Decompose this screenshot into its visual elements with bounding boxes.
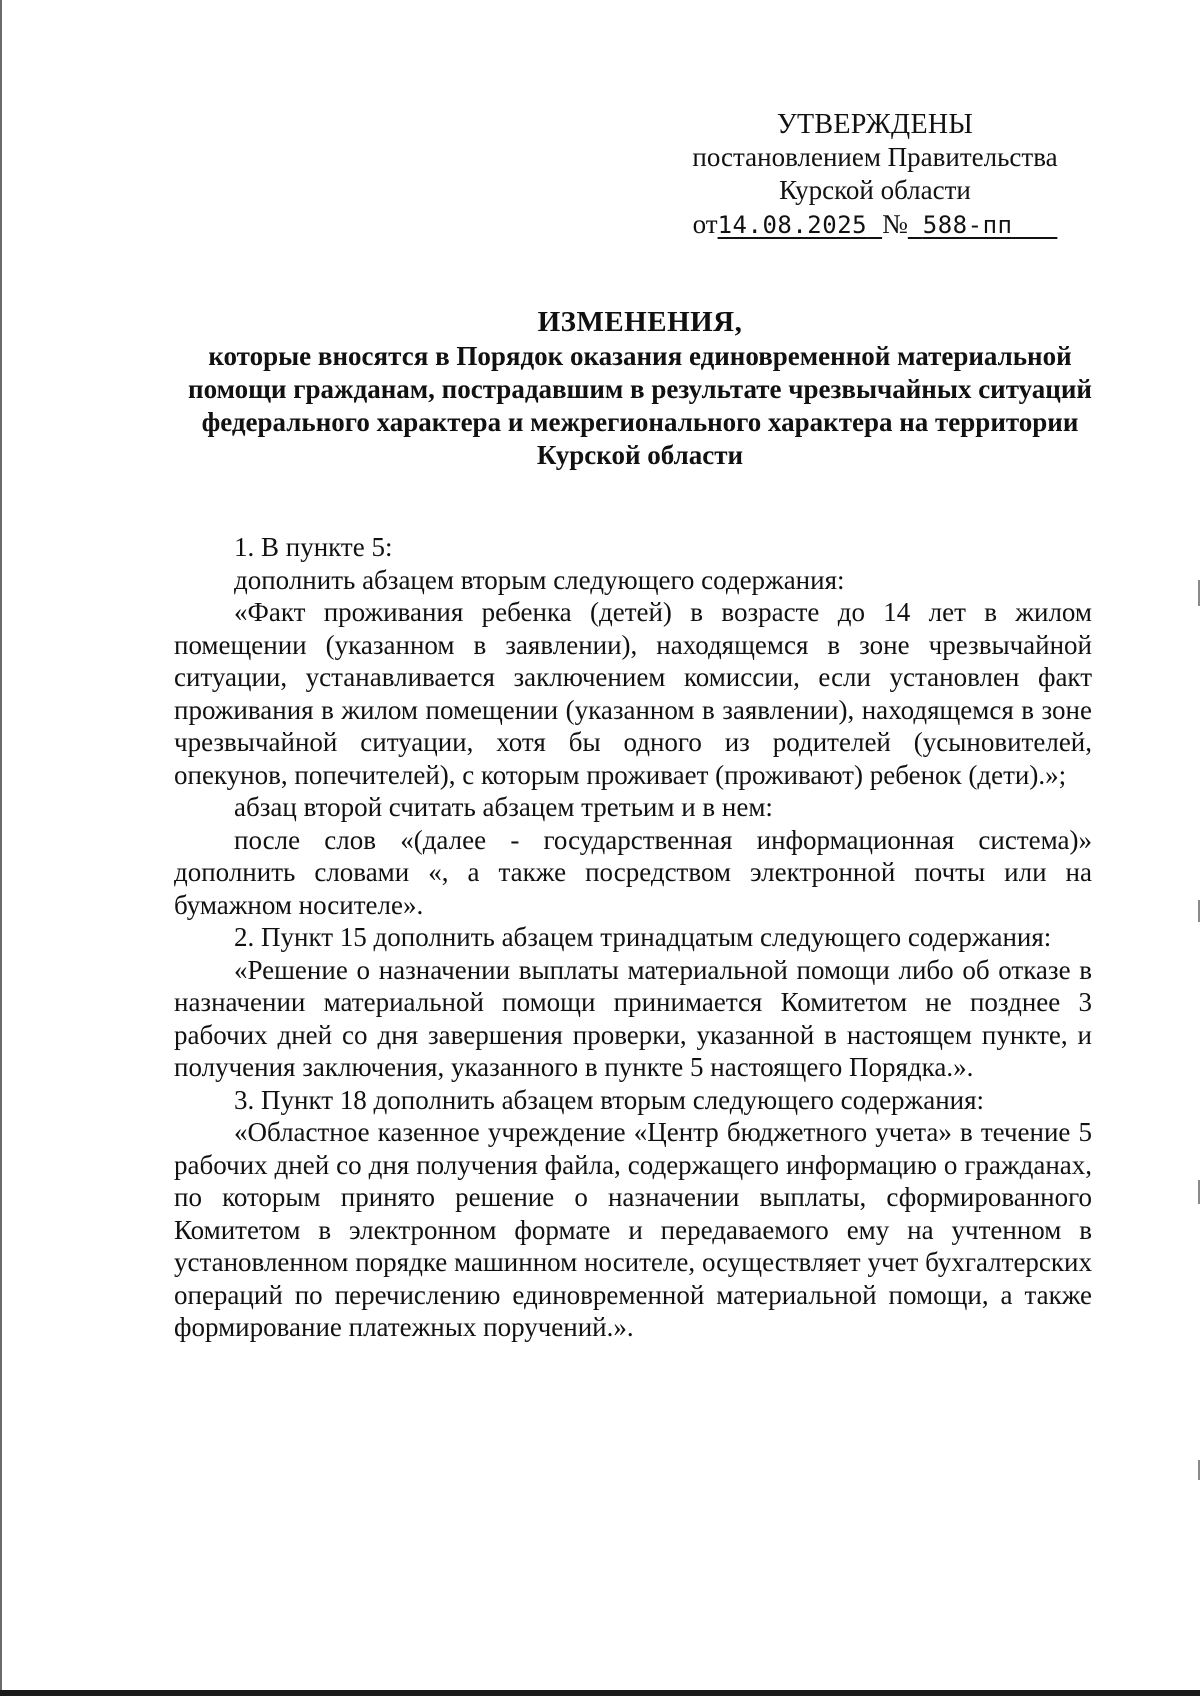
paragraph: дополнить абзацем вторым следующего содержания: — [234, 564, 845, 595]
approval-line-2: Курской области — [779, 175, 971, 205]
approval-block — [640, 108, 1110, 242]
scan-edge-left — [0, 0, 2, 1696]
paragraph: 3. Пункт 18 дополнить абзацем вторым следующего содержания: — [234, 1084, 985, 1115]
number-prefix: № — [882, 209, 908, 239]
approval-date-line — [640, 208, 1110, 242]
heading-subtitle: которые вносятся в Порядок оказания единовременной материальной помощи гражданам, пострадавшим в результате чрезвычайных ситуаций федерального характера и межрегионального характера на территории Курской области — [188, 341, 1092, 470]
scan-edge-bottom — [0, 1690, 1200, 1696]
approval-date: 14.08.2025 — [717, 211, 868, 239]
approval-line-1: постановлением Правительства — [692, 142, 1058, 172]
date-prefix: от — [692, 209, 718, 239]
paragraph: 1. В пункте 5: — [234, 532, 393, 562]
paragraph: абзац второй считать абзацем третьим и в нем: — [234, 792, 773, 822]
paragraph: после слов «(далее - государственная информационная система)» дополнить словами «, а также посредством электронной почты или на бумажном носителе». — [174, 824, 1092, 920]
paragraph: 2. Пункт 15 дополнить абзацем тринадцатым следующего содержания: — [234, 922, 1052, 952]
approval-title: УТВЕРЖДЕНЫ — [776, 109, 974, 140]
heading-title: ИЗМЕНЕНИЯ, — [537, 306, 743, 338]
paragraph: «Факт проживания ребенка (детей) в возрасте до 14 лет в жилом помещении (указанном в заявлении), находящемся в зоне чрезвычайной ситуации, устанавливается заключением комиссии, если установлен факт проживания в жилом помещении (указанном в заявлении), находящемся в зоне чрезвычайной ситуации, хотя бы одного из родителей (усыновителей, опекунов, попечителей), с которым проживает (проживают) ребенок (дети).»; — [174, 597, 1092, 790]
approval-number: 588-пп — [922, 211, 1013, 239]
paragraph: «Решение о назначении выплаты материальной помощи либо об отказе в назначении материальной помощи принимается Комитетом не позднее 3 рабочих дней со дня завершения проверки, указанной в настоящем пункте, и получения заключения, указанного в пункте 5 настоящего Порядка.». — [174, 954, 1092, 1082]
document-body — [174, 531, 1092, 1344]
document-heading — [150, 304, 1130, 472]
paragraph: «Областное казенное учреждение «Центр бюджетного учета» в течение 5 рабочих дней со дня получения файла, содержащего информацию о гражданах, по которым принято решение о назначении выплаты, сформированного Комитетом в электронном формате и передаваемого ему на учтенном в установленном порядке машинном носителе, осуществляет учет бухгалтерских операций по перечислению единовременной материальной помощи, а также формирование платежных поручений.». — [174, 1117, 1092, 1342]
